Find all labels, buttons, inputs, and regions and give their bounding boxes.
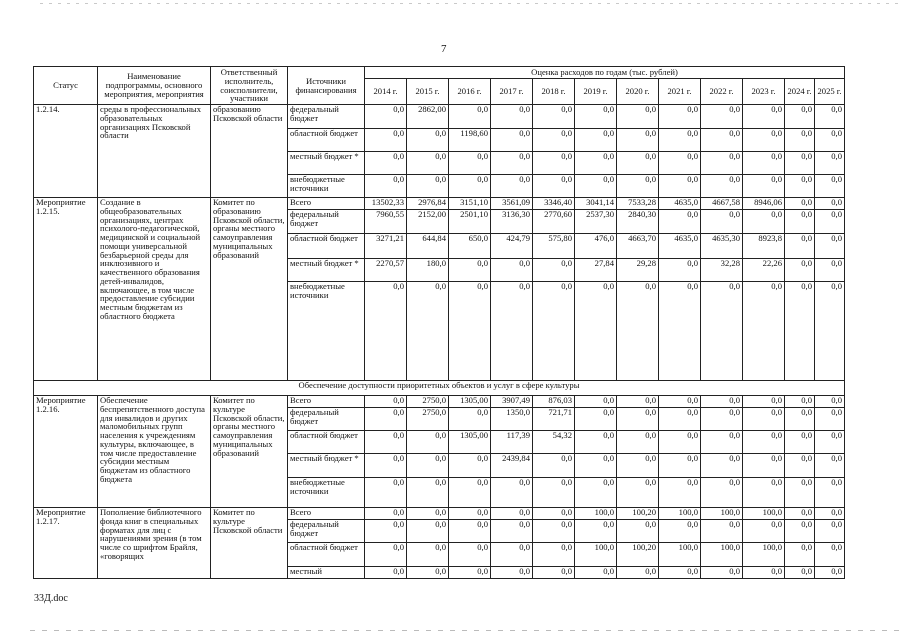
row-source: местный xyxy=(288,567,365,579)
row-value: 3041,14 xyxy=(575,198,617,210)
row-value: 0,0 xyxy=(449,478,491,508)
responsible-line: органы местного самоуправления муниципальных образований xyxy=(213,223,275,260)
row-value: 0,0 xyxy=(449,105,491,129)
row-value: 0,0 xyxy=(407,175,449,198)
row-value: 0,0 xyxy=(533,520,575,543)
row-value: 0,0 xyxy=(407,431,449,454)
row-value: 0,0 xyxy=(407,567,449,579)
row-value: 1350,0 xyxy=(491,408,533,431)
row-value: 0,0 xyxy=(365,408,407,431)
row-value: 0,0 xyxy=(659,175,701,198)
row-source: местный бюджет * xyxy=(288,152,365,175)
row-value: 0,0 xyxy=(659,282,701,381)
row-value: 0,0 xyxy=(785,175,815,198)
row-value: 0,0 xyxy=(701,175,743,198)
row-value: 0,0 xyxy=(743,129,785,152)
row-value: 29,28 xyxy=(617,259,659,282)
row-value: 0,0 xyxy=(659,259,701,282)
row-value: 0,0 xyxy=(815,282,845,381)
table-row xyxy=(34,381,845,396)
row-value: 0,0 xyxy=(575,431,617,454)
row-value: 0,0 xyxy=(491,152,533,175)
row-value: 0,0 xyxy=(407,520,449,543)
row-value: 100,0 xyxy=(575,508,617,520)
row-value: 0,0 xyxy=(533,175,575,198)
row-value: 0,0 xyxy=(533,508,575,520)
row-value: 0,0 xyxy=(815,520,845,543)
row-value: 0,0 xyxy=(743,105,785,129)
row-value: 180,0 xyxy=(407,259,449,282)
row-value: 0,0 xyxy=(815,478,845,508)
row-value: 0,0 xyxy=(533,543,575,567)
header-year: 2023 г. xyxy=(743,79,785,105)
row-value: 0,0 xyxy=(407,129,449,152)
row-responsible xyxy=(211,396,288,508)
row-value: 0,0 xyxy=(815,508,845,520)
scan-artifact-top xyxy=(40,3,900,4)
row-value: 0,0 xyxy=(785,152,815,175)
row-value: 22,26 xyxy=(743,259,785,282)
row-source: Всего xyxy=(288,198,365,210)
row-value: 0,0 xyxy=(815,129,845,152)
row-value: 0,0 xyxy=(533,105,575,129)
row-value: 0,0 xyxy=(533,129,575,152)
row-value: 0,0 xyxy=(785,408,815,431)
row-value: 4667,58 xyxy=(701,198,743,210)
row-value: 3907,49 xyxy=(491,396,533,408)
row-name: Пополнение библиотечного фонда книг в специальных форматах для лиц с нарушениями зрения (в том числе со шрифтом Брайля, «говорящих xyxy=(98,508,211,579)
row-value: 0,0 xyxy=(617,408,659,431)
row-name: Обеспечение беспрепятственного доступа для инвалидов и других маломобильных групп населения к учреждениям культуры, включающее, в том числе предоставление субсидии местным бюджетам из областного бюджета xyxy=(98,396,211,508)
row-value: 0,0 xyxy=(701,105,743,129)
row-value: 0,0 xyxy=(785,431,815,454)
row-status: Мероприятие 1.2.15. xyxy=(34,198,98,381)
row-value: 0,0 xyxy=(659,431,701,454)
header-year: 2015 г. xyxy=(407,79,449,105)
row-value: 1305,00 xyxy=(449,396,491,408)
row-value: 13502,33 xyxy=(365,198,407,210)
row-value: 0,0 xyxy=(617,454,659,478)
row-value: 2770,60 xyxy=(533,210,575,234)
row-value: 1305,00 xyxy=(449,431,491,454)
row-source: областной бюджет xyxy=(288,234,365,259)
row-value: 0,0 xyxy=(575,408,617,431)
row-value: 2501,10 xyxy=(449,210,491,234)
row-source: внебюджетные источники xyxy=(288,175,365,198)
row-value: 0,0 xyxy=(365,454,407,478)
row-source: внебюджетные источники xyxy=(288,478,365,508)
row-value: 0,0 xyxy=(407,543,449,567)
row-name: Создание в общеобразовательных организациях, центрах психолого-педагогической, медицинской и социальной помощи универсальной безбарьерной среды для инклюзивного и качественного образования детей-инвалидов, включающее, в том числе предоставление субсидии местным бюджетам из областного бюджета xyxy=(98,198,211,381)
row-value: 0,0 xyxy=(575,520,617,543)
row-value: 3346,40 xyxy=(533,198,575,210)
row-value: 0,0 xyxy=(743,152,785,175)
row-value: 424,79 xyxy=(491,234,533,259)
row-source: Всего xyxy=(288,508,365,520)
row-value: 0,0 xyxy=(701,396,743,408)
row-value: 0,0 xyxy=(785,454,815,478)
header-year: 2020 г. xyxy=(617,79,659,105)
row-value: 0,0 xyxy=(743,396,785,408)
row-value: 4635,30 xyxy=(701,234,743,259)
row-value: 0,0 xyxy=(449,259,491,282)
scan-artifact-bottom xyxy=(30,630,900,631)
row-value: 0,0 xyxy=(815,567,845,579)
header-year: 2019 г. xyxy=(575,79,617,105)
row-value: 0,0 xyxy=(491,567,533,579)
row-value: 0,0 xyxy=(365,129,407,152)
table-row xyxy=(34,105,845,129)
row-value: 3151,10 xyxy=(449,198,491,210)
row-value: 0,0 xyxy=(365,478,407,508)
row-value: 117,39 xyxy=(491,431,533,454)
row-value: 0,0 xyxy=(365,508,407,520)
row-value: 0,0 xyxy=(815,396,845,408)
row-value: 0,0 xyxy=(449,408,491,431)
row-status: 1.2.14. xyxy=(34,105,98,198)
row-value: 0,0 xyxy=(785,234,815,259)
table-row xyxy=(34,198,845,210)
row-value: 0,0 xyxy=(659,210,701,234)
row-value: 100,0 xyxy=(743,508,785,520)
row-value: 2270,57 xyxy=(365,259,407,282)
row-value: 0,0 xyxy=(575,175,617,198)
row-source: федеральный бюджет xyxy=(288,105,365,129)
row-value: 0,0 xyxy=(785,543,815,567)
row-value: 0,0 xyxy=(815,198,845,210)
row-value: 0,0 xyxy=(365,105,407,129)
budget-table xyxy=(33,66,845,579)
row-value: 0,0 xyxy=(617,152,659,175)
row-value: 0,0 xyxy=(617,105,659,129)
row-value: 0,0 xyxy=(491,129,533,152)
row-value: 876,03 xyxy=(533,396,575,408)
row-source: местный бюджет * xyxy=(288,454,365,478)
row-source: областной бюджет xyxy=(288,129,365,152)
row-value: 0,0 xyxy=(365,567,407,579)
row-value: 3271,21 xyxy=(365,234,407,259)
row-value: 0,0 xyxy=(785,396,815,408)
responsible-line: Комитет по культуре Псковской области, xyxy=(213,395,285,423)
row-value: 0,0 xyxy=(365,520,407,543)
row-value: 0,0 xyxy=(701,454,743,478)
row-value: 100,0 xyxy=(575,543,617,567)
header-year: 2017 г. xyxy=(491,79,533,105)
row-value: 0,0 xyxy=(815,234,845,259)
row-responsible: Комитет по культуре Псковской области xyxy=(211,508,288,579)
row-value: 0,0 xyxy=(617,567,659,579)
row-value: 0,0 xyxy=(659,396,701,408)
row-value: 0,0 xyxy=(743,210,785,234)
row-value: 0,0 xyxy=(575,567,617,579)
row-value: 0,0 xyxy=(785,520,815,543)
row-value: 0,0 xyxy=(491,259,533,282)
row-value: 8946,06 xyxy=(743,198,785,210)
document-filename: 33Д.doc xyxy=(34,593,68,604)
row-value: 0,0 xyxy=(365,396,407,408)
row-value: 0,0 xyxy=(659,478,701,508)
row-value: 0,0 xyxy=(701,152,743,175)
row-value: 0,0 xyxy=(407,478,449,508)
row-source: внебюджетные источники xyxy=(288,282,365,381)
row-value: 0,0 xyxy=(785,210,815,234)
row-value: 4635,0 xyxy=(659,234,701,259)
row-value: 0,0 xyxy=(449,520,491,543)
row-value: 2840,30 xyxy=(617,210,659,234)
table-row xyxy=(34,508,845,520)
row-value: 650,0 xyxy=(449,234,491,259)
row-value: 0,0 xyxy=(785,129,815,152)
row-value: 100,0 xyxy=(659,508,701,520)
row-value: 0,0 xyxy=(785,259,815,282)
row-value: 3136,30 xyxy=(491,210,533,234)
header-year: 2021 г. xyxy=(659,79,701,105)
header-year: 2018 г. xyxy=(533,79,575,105)
row-value: 0,0 xyxy=(815,105,845,129)
row-value: 0,0 xyxy=(491,478,533,508)
row-responsible xyxy=(211,198,288,381)
row-value: 3561,09 xyxy=(491,198,533,210)
header-status: Статус xyxy=(34,67,98,105)
header-year: 2022 г. xyxy=(701,79,743,105)
row-value: 0,0 xyxy=(701,431,743,454)
row-value: 0,0 xyxy=(365,152,407,175)
row-value: 0,0 xyxy=(365,175,407,198)
row-value: 0,0 xyxy=(365,543,407,567)
row-value: 2152,00 xyxy=(407,210,449,234)
row-value: 0,0 xyxy=(449,282,491,381)
row-value: 0,0 xyxy=(533,567,575,579)
row-value: 0,0 xyxy=(701,478,743,508)
row-source: федеральный бюджет xyxy=(288,408,365,431)
row-value: 0,0 xyxy=(575,152,617,175)
row-value: 0,0 xyxy=(743,282,785,381)
row-value: 0,0 xyxy=(491,282,533,381)
header-year: 2016 г. xyxy=(449,79,491,105)
row-value: 4663,70 xyxy=(617,234,659,259)
row-value: 0,0 xyxy=(491,508,533,520)
row-value: 54,32 xyxy=(533,431,575,454)
row-value: 0,0 xyxy=(785,105,815,129)
row-value: 0,0 xyxy=(407,282,449,381)
row-value: 0,0 xyxy=(533,454,575,478)
row-value: 0,0 xyxy=(659,152,701,175)
row-value: 0,0 xyxy=(407,508,449,520)
row-value: 0,0 xyxy=(491,520,533,543)
row-value: 0,0 xyxy=(701,408,743,431)
row-value: 0,0 xyxy=(659,408,701,431)
row-value: 0,0 xyxy=(617,282,659,381)
row-value: 0,0 xyxy=(449,567,491,579)
row-value: 0,0 xyxy=(743,408,785,431)
row-value: 0,0 xyxy=(659,129,701,152)
row-value: 0,0 xyxy=(617,431,659,454)
row-value: 7533,28 xyxy=(617,198,659,210)
row-value: 100,0 xyxy=(743,543,785,567)
row-value: 0,0 xyxy=(659,105,701,129)
row-value: 0,0 xyxy=(815,175,845,198)
row-value: 0,0 xyxy=(743,478,785,508)
row-value: 27,84 xyxy=(575,259,617,282)
header-name: Наименование подпрограммы, основного мероприятия, мероприятия xyxy=(98,67,211,105)
header-estimate: Оценка расходов по годам (тыс. рублей) xyxy=(365,67,845,79)
row-value: 4635,0 xyxy=(659,198,701,210)
row-value: 0,0 xyxy=(449,175,491,198)
row-status: Мероприятие 1.2.16. xyxy=(34,396,98,508)
row-value: 0,0 xyxy=(785,478,815,508)
row-value: 0,0 xyxy=(491,543,533,567)
row-value: 476,0 xyxy=(575,234,617,259)
row-value: 0,0 xyxy=(815,259,845,282)
row-value: 0,0 xyxy=(701,129,743,152)
row-source: местный бюджет * xyxy=(288,259,365,282)
header-year: 2025 г. xyxy=(815,79,845,105)
row-value: 0,0 xyxy=(701,520,743,543)
row-value: 2750,0 xyxy=(407,396,449,408)
row-value: 2862,00 xyxy=(407,105,449,129)
row-value: 0,0 xyxy=(659,567,701,579)
row-value: 0,0 xyxy=(815,431,845,454)
row-value: 2537,30 xyxy=(575,210,617,234)
row-value: 0,0 xyxy=(659,454,701,478)
responsible-line: Комитет по образованию Псковской области, xyxy=(213,197,285,225)
row-value: 2750,0 xyxy=(407,408,449,431)
row-value: 0,0 xyxy=(617,175,659,198)
row-value: 0,0 xyxy=(449,454,491,478)
row-value: 0,0 xyxy=(575,454,617,478)
row-value: 0,0 xyxy=(533,478,575,508)
table-row xyxy=(34,396,845,408)
row-value: 0,0 xyxy=(533,282,575,381)
row-value: 0,0 xyxy=(449,508,491,520)
row-value: 0,0 xyxy=(815,210,845,234)
row-value: 0,0 xyxy=(449,543,491,567)
row-value: 100,0 xyxy=(701,508,743,520)
row-value: 0,0 xyxy=(491,175,533,198)
row-value: 0,0 xyxy=(815,454,845,478)
row-status: Мероприятие 1.2.17. xyxy=(34,508,98,579)
page-number: 7 xyxy=(441,43,447,55)
row-value: 0,0 xyxy=(407,454,449,478)
row-value: 0,0 xyxy=(533,152,575,175)
row-value: 0,0 xyxy=(617,129,659,152)
row-value: 0,0 xyxy=(743,175,785,198)
row-value: 0,0 xyxy=(785,198,815,210)
row-value: 0,0 xyxy=(575,396,617,408)
row-value: 0,0 xyxy=(575,282,617,381)
row-value: 0,0 xyxy=(815,152,845,175)
row-value: 0,0 xyxy=(407,152,449,175)
row-source: областной бюджет xyxy=(288,431,365,454)
row-source: областной бюджет xyxy=(288,543,365,567)
row-value: 0,0 xyxy=(449,152,491,175)
row-value: 0,0 xyxy=(617,520,659,543)
section-title: Обеспечение доступности приоритетных объектов и услуг в сфере культуры xyxy=(34,381,845,396)
row-value: 100,20 xyxy=(617,508,659,520)
row-value: 1198,60 xyxy=(449,129,491,152)
row-value: 644,84 xyxy=(407,234,449,259)
row-value: 2439,84 xyxy=(491,454,533,478)
row-value: 0,0 xyxy=(491,105,533,129)
row-value: 8923,8 xyxy=(743,234,785,259)
row-source: федеральный бюджет xyxy=(288,210,365,234)
row-value: 0,0 xyxy=(365,431,407,454)
row-value: 0,0 xyxy=(815,543,845,567)
row-value: 0,0 xyxy=(701,282,743,381)
row-value: 0,0 xyxy=(743,454,785,478)
row-value: 0,0 xyxy=(785,282,815,381)
row-value: 100,0 xyxy=(701,543,743,567)
row-value: 575,80 xyxy=(533,234,575,259)
row-value: 32,28 xyxy=(701,259,743,282)
row-value: 721,71 xyxy=(533,408,575,431)
row-source: федеральный бюджет xyxy=(288,520,365,543)
row-value: 0,0 xyxy=(575,478,617,508)
row-source: Всего xyxy=(288,396,365,408)
header-year: 2024 г. xyxy=(785,79,815,105)
header-year: 2014 г. xyxy=(365,79,407,105)
row-value: 0,0 xyxy=(659,520,701,543)
row-name: среды в профессиональных образовательных организациях Псковской области xyxy=(98,105,211,198)
row-value: 7960,55 xyxy=(365,210,407,234)
row-value: 100,20 xyxy=(617,543,659,567)
row-value: 0,0 xyxy=(617,396,659,408)
header-sources: Источники финансирования xyxy=(288,67,365,105)
row-value: 0,0 xyxy=(743,567,785,579)
row-value: 0,0 xyxy=(815,408,845,431)
row-responsible: образованию Псковской области xyxy=(211,105,288,198)
row-value: 0,0 xyxy=(743,520,785,543)
row-value: 0,0 xyxy=(785,508,815,520)
row-value: 0,0 xyxy=(575,129,617,152)
row-value: 0,0 xyxy=(701,567,743,579)
responsible-line: органы местного самоуправления муниципальных образований xyxy=(213,421,275,458)
row-value: 0,0 xyxy=(701,210,743,234)
row-value: 0,0 xyxy=(617,478,659,508)
row-value: 0,0 xyxy=(533,259,575,282)
row-value: 0,0 xyxy=(743,431,785,454)
header-responsible: Ответственный исполнитель, соисполнители, участники xyxy=(211,67,288,105)
row-value: 0,0 xyxy=(365,282,407,381)
row-value: 0,0 xyxy=(575,105,617,129)
row-value: 0,0 xyxy=(785,567,815,579)
row-value: 2976,84 xyxy=(407,198,449,210)
row-value: 100,0 xyxy=(659,543,701,567)
